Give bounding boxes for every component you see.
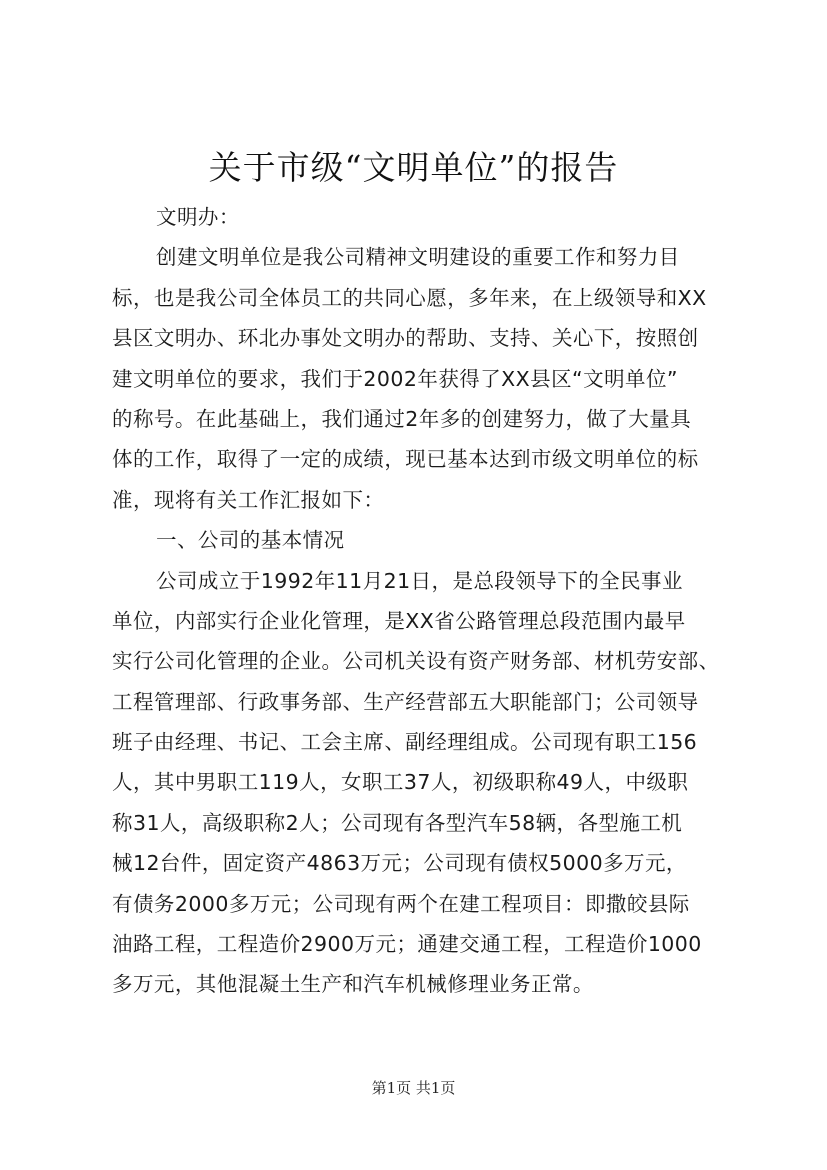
paragraph-line: 实行公司化管理的企业。公司机关设有资产财务部、材机劳安部、: [112, 649, 720, 674]
paragraph-line: 准，现将有关工作汇报如下：: [112, 487, 385, 512]
paragraph-line: 人，其中男职工119人，女职工37人，初级职称49人，中级职: [112, 770, 689, 795]
paragraph-line: 公司成立于1992年11月21日，是总段领导下的全民事业: [156, 568, 683, 593]
document-title: 关于市级“文明单位”的报告: [208, 148, 619, 187]
paragraph-line: 创建文明单位是我公司精神文明建设的重要工作和努力目: [156, 245, 680, 270]
paragraph-line: 有债务2000多万元；公司现有两个在建工程项目：即撒皎县际: [112, 891, 690, 916]
paragraph-line: 称31人，高级职称2人；公司现有各型汽车58辆，各型施工机: [112, 810, 683, 835]
page-footer: 第1页 共1页: [371, 1079, 456, 1097]
section-heading: 一、公司的基本情况: [156, 528, 345, 553]
paragraph-line: 班子由经理、书记、工会主席、副经理组成。公司现有职工156: [112, 730, 698, 755]
paragraph-line: 体的工作，取得了一定的成绩，现已基本达到市级文明单位的标: [112, 447, 699, 472]
paragraph-line: 单位，内部实行企业化管理，是XX省公路管理总段范围内最早: [112, 608, 686, 633]
paragraph-line: 工程管理部、行政事务部、生产经营部五大职能部门；公司领导: [112, 689, 699, 714]
paragraph-line: 县区文明办、环北办事处文明办的帮助、支持、关心下，按照创: [112, 326, 699, 351]
paragraph-line: 建文明单位的要求，我们于2002年获得了XX县区“文明单位”: [112, 366, 678, 391]
paragraph-line: 械12台件，固定资产4863万元；公司现有债权5000多万元，: [112, 851, 687, 876]
paragraph-line: 多万元，其他混凝土生产和汽车机械修理业务正常。: [112, 972, 594, 997]
salutation-line: 文明办：: [156, 205, 240, 229]
document-body: [112, 197, 726, 1005]
paragraph-line: 油路工程，工程造价2900万元；通建交通工程，工程造价1000: [112, 932, 702, 957]
paragraph-line: 的称号。在此基础上，我们通过2年多的创建努力，做了大量具: [112, 406, 692, 431]
paragraph-line: 标，也是我公司全体员工的共同心愿，多年来，在上级领导和XX: [112, 285, 707, 310]
